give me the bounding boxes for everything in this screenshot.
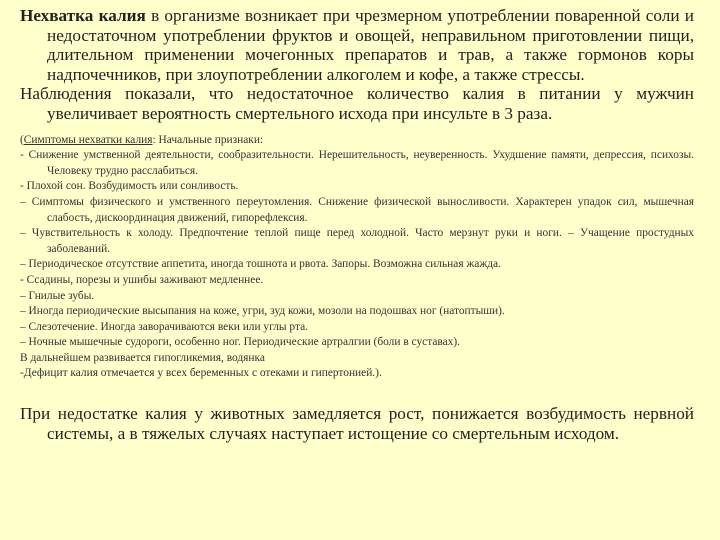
symptoms-open-paren: ( (20, 133, 24, 146)
symptom-line: – Ночные мышечные судороги, особенно ног. Периодические артралгии (боли в суставах). (20, 336, 460, 349)
symptoms-title: Симптомы нехватки калия (23, 133, 153, 146)
symptom-line: – Гнилые зубы. (20, 289, 95, 302)
symptom-line: – Чувствительность к холоду. Предпочтение теплой пище перед холодной. Часто мерзнут руки и ноги. – Учащение простудных заболеваний. (20, 227, 694, 255)
symptom-line: -Дефицит калия отмечается у всех беременных с отеками и гипертонией.). (20, 367, 382, 380)
animals-paragraph: При недостатке калия у животных замедляется рост, понижается возбудимость нервной системы, а в тяжелых случаях наступает истощение со смертельным исходом. (20, 404, 694, 443)
symptom-line: – Иногда периодические высыпания на коже, угри, зуд кожи, мозоли на подошвах ног (натоптыши). (20, 305, 505, 318)
symptom-line: – Периодическое отсутствие аппетита, иногда тошнота и рвота. Запоры. Возможна сильная жажда. (20, 258, 501, 271)
symptoms-block (20, 133, 694, 383)
symptoms-heading (20, 133, 694, 149)
intro-paragraph (20, 6, 694, 84)
symptom-line: - Снижение умственной деятельности, сообразительности. Нерешительность, неуверенность. Ухудшение памяти, депрессия, психозы. Человеку трудно расслабиться. (20, 149, 694, 177)
observation-paragraph: Наблюдения показали, что недостаточное количество калия в питании у мужчин увеличивает вероятность смертельного исхода при инсульте в 3 раза. (20, 84, 694, 123)
intro-text: в организме возникает при чрезмерном употреблении поваренной соли и недостаточном употреблении фруктов и овощей, неправильном приготовлении пищи, длительном применении мочегонных препаратов и трав, а также гормонов коры надпочечников, при злоупотреблении алкоголем и кофе, а также стрессы. (47, 6, 694, 84)
symptom-line: – Симптомы физического и умственного переутомления. Снижение физической выносливости. Характерен упадок сил, мышечная слабость, дискоординация движений, гипорефлексия. (20, 195, 694, 224)
symptom-line: - Ссадины, порезы и ушибы заживают медленнее. (20, 273, 264, 286)
symptom-line: – Слезотечение. Иногда заворачиваются веки или углы рта. (20, 320, 308, 333)
intro-term: Нехватка калия (20, 6, 146, 25)
symptoms-intro: : Начальные признаки: (152, 133, 264, 146)
symptom-line: В дальнейшем развивается гипогликемия, водянка (20, 351, 265, 364)
symptom-line: - Плохой сон. Возбудимость или сонливость. (20, 180, 239, 193)
